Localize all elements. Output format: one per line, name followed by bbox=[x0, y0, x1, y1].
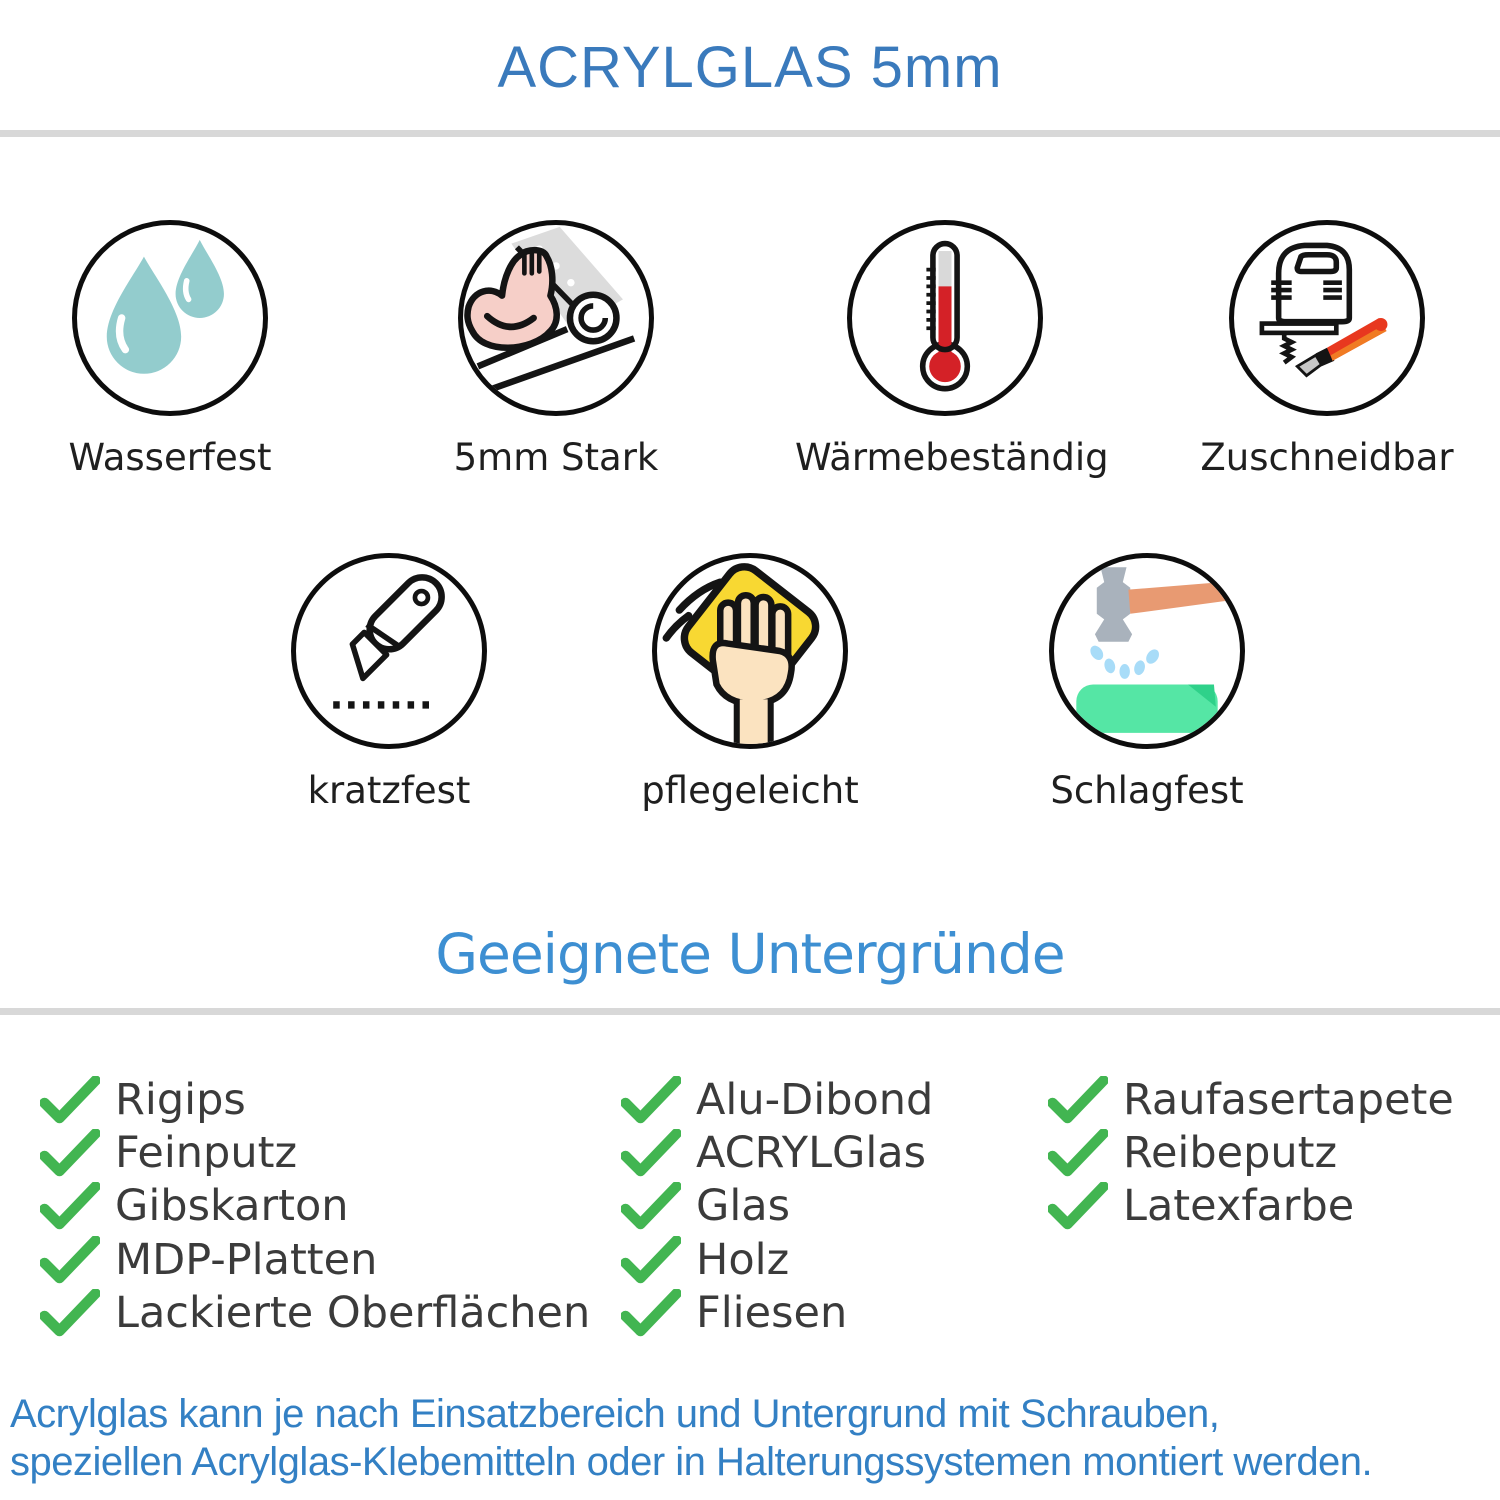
page-title: ACRYLGLAS 5mm bbox=[497, 35, 1003, 100]
feature-label: pflegeleicht bbox=[641, 769, 859, 812]
list-item bbox=[621, 1286, 933, 1339]
feature-label: Zuschneidbar bbox=[1200, 436, 1454, 479]
check-icon bbox=[40, 1129, 100, 1177]
check-icon bbox=[1048, 1129, 1108, 1177]
list-item bbox=[40, 1073, 590, 1126]
check-icon bbox=[40, 1236, 100, 1284]
list-item-label: Lackierte Oberflächen bbox=[115, 1287, 591, 1338]
check-icon bbox=[1048, 1076, 1108, 1124]
muscle-arm-rolled-sheet-icon bbox=[458, 220, 654, 416]
check-icon bbox=[621, 1289, 681, 1337]
feature-label: 5mm Stark bbox=[453, 436, 659, 479]
list-item-label: Feinputz bbox=[115, 1127, 298, 1178]
check-icon bbox=[621, 1076, 681, 1124]
check-icon bbox=[621, 1129, 681, 1177]
feature-pflegeleicht bbox=[600, 553, 900, 812]
list-item-label: Rigips bbox=[115, 1074, 246, 1125]
list-item bbox=[40, 1126, 590, 1179]
thermometer-icon bbox=[847, 220, 1043, 416]
check-icon bbox=[621, 1182, 681, 1230]
check-icon bbox=[40, 1076, 100, 1124]
feature-label: Wärmebeständig bbox=[795, 436, 1109, 479]
feature-zuschneidbar bbox=[1177, 220, 1477, 479]
check-icon bbox=[621, 1236, 681, 1284]
substrate-column-1 bbox=[40, 1073, 590, 1339]
list-item bbox=[621, 1073, 933, 1126]
section-title: Geeignete Untergründe bbox=[435, 922, 1065, 986]
check-icon bbox=[1048, 1182, 1108, 1230]
hand-with-cloth-icon bbox=[652, 553, 848, 749]
list-item-label: Latexfarbe bbox=[1123, 1181, 1355, 1232]
feature-kratzfest bbox=[239, 553, 539, 812]
list-item bbox=[621, 1126, 933, 1179]
list-item-label: Glas bbox=[696, 1181, 791, 1232]
list-item-label: Alu-Dibond bbox=[696, 1074, 934, 1125]
list-item bbox=[1048, 1180, 1454, 1233]
list-item-label: Raufasertapete bbox=[1123, 1074, 1454, 1125]
jigsaw-cutter-icon bbox=[1229, 220, 1425, 416]
list-item-label: Fliesen bbox=[696, 1287, 848, 1338]
check-icon bbox=[40, 1182, 100, 1230]
list-item bbox=[40, 1180, 590, 1233]
water-drops-icon bbox=[72, 220, 268, 416]
feature-5mm-stark bbox=[406, 220, 706, 479]
feature-label: kratzfest bbox=[307, 769, 471, 812]
divider-top bbox=[0, 130, 1500, 137]
list-item bbox=[1048, 1073, 1454, 1126]
list-item bbox=[40, 1286, 590, 1339]
list-item-label: ACRYLGlas bbox=[696, 1127, 927, 1178]
utility-knife-icon bbox=[291, 553, 487, 749]
footer-note bbox=[10, 1390, 1372, 1486]
footer-line-1: Acrylglas kann je nach Einsatzbereich und Untergrund mit Schrauben, bbox=[10, 1392, 1220, 1436]
list-item bbox=[40, 1233, 590, 1286]
feature-label: Wasserfest bbox=[68, 436, 272, 479]
feature-wasserfest bbox=[20, 220, 320, 479]
list-item bbox=[621, 1233, 933, 1286]
substrate-column-3 bbox=[1048, 1073, 1454, 1233]
check-icon bbox=[40, 1289, 100, 1337]
footer-line-2: speziellen Acrylglas-Klebemitteln oder in Halterungssystemen montiert werden. bbox=[10, 1440, 1373, 1484]
list-item bbox=[1048, 1126, 1454, 1179]
list-item-label: Holz bbox=[696, 1234, 790, 1285]
list-item bbox=[621, 1180, 933, 1233]
hammer-impact-icon bbox=[1049, 553, 1245, 749]
list-item-label: Gibskarton bbox=[115, 1181, 349, 1232]
list-item-label: Reibeputz bbox=[1123, 1127, 1338, 1178]
substrate-column-2 bbox=[621, 1073, 933, 1339]
divider-section bbox=[0, 1008, 1500, 1015]
feature-schlagfest bbox=[997, 553, 1297, 812]
list-item-label: MDP-Platten bbox=[115, 1234, 378, 1285]
feature-label: Schlagfest bbox=[1050, 769, 1244, 812]
feature-waermebestaendig bbox=[795, 220, 1109, 479]
